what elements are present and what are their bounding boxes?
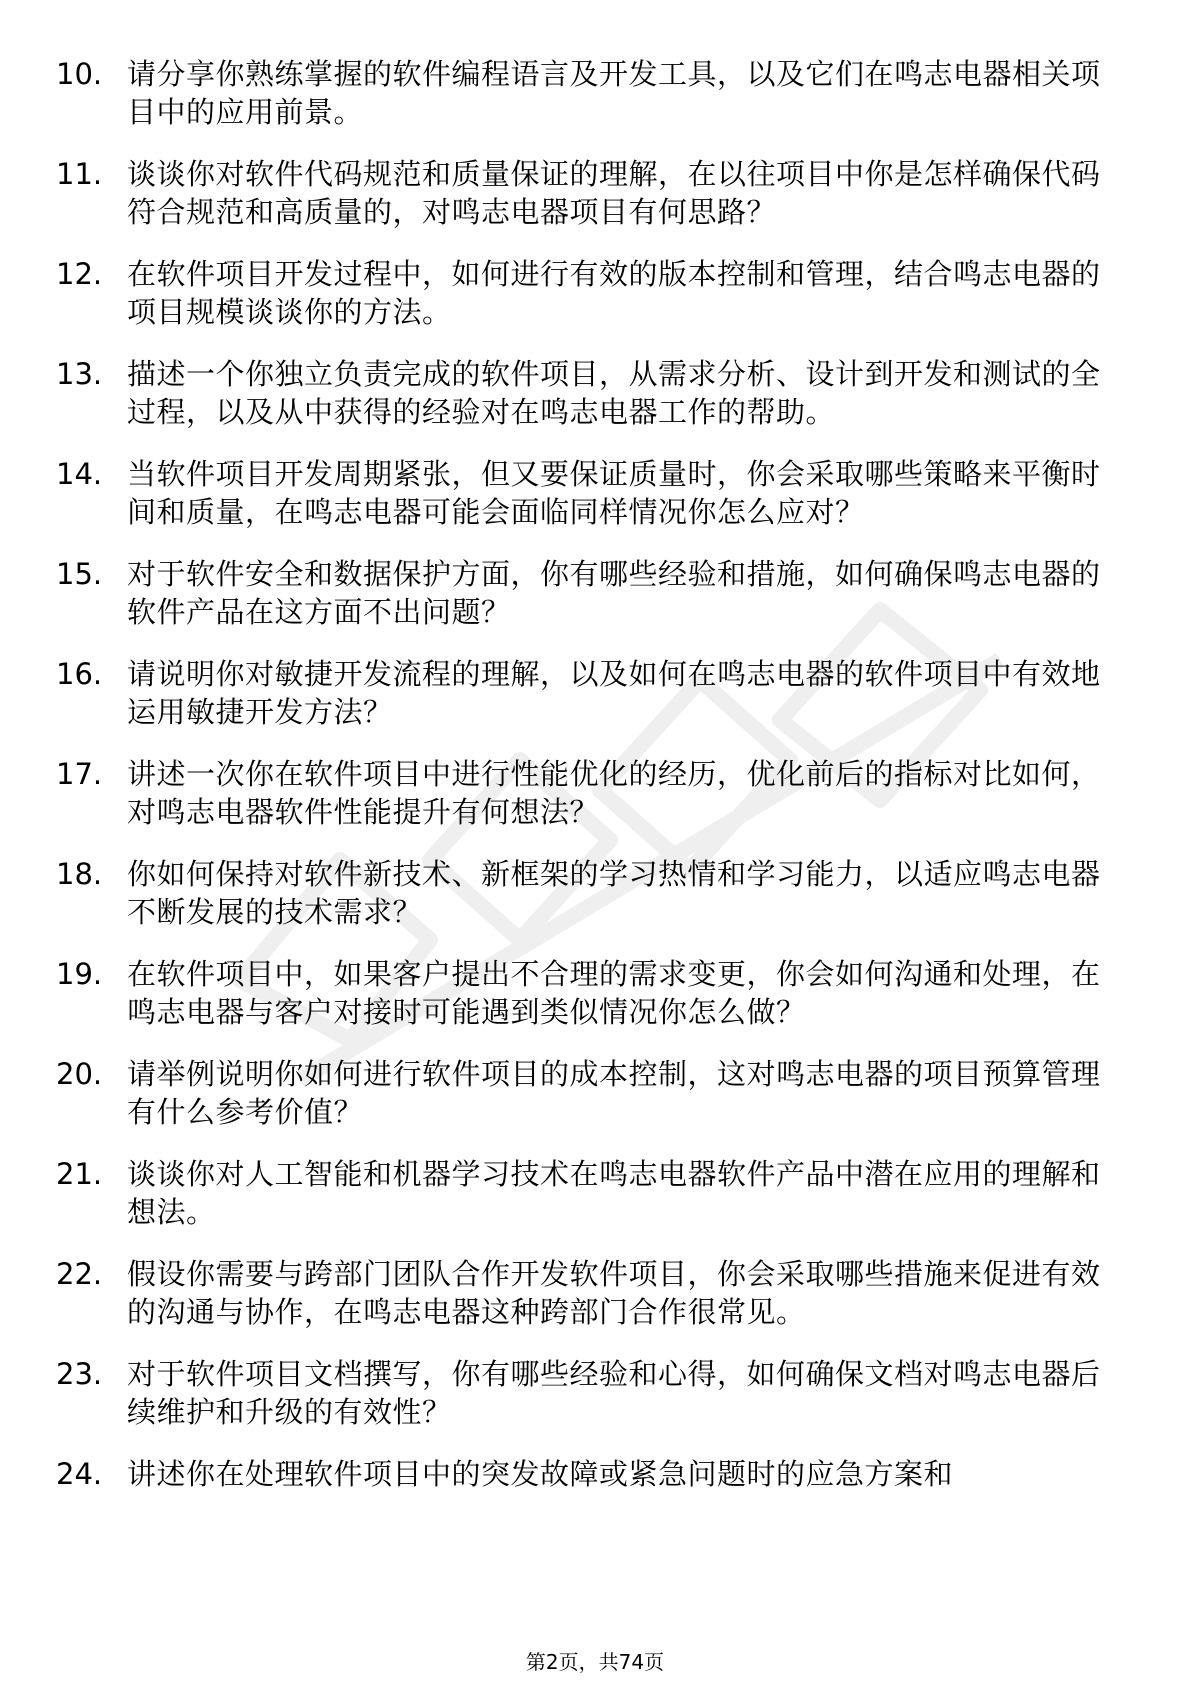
- question-number: 23.: [56, 1357, 103, 1391]
- question-text: 讲述一次你在软件项目中进行性能优化的经历，优化前后的指标对比如何，对鸣志电器软件性能提升有何想法？: [127, 757, 1101, 829]
- question-text: 请举例说明你如何进行软件项目的成本控制，这对鸣志电器的项目预算管理有什么参考价值？: [127, 1057, 1101, 1129]
- question-number: 15.: [56, 557, 103, 591]
- question-text: 当软件项目开发周期紧张，但又要保证质量时，你会采取哪些策略来平衡时间和质量，在鸣志电器可能会面临同样情况你怎么应对？: [127, 457, 1101, 529]
- page-footer: [0, 1650, 1190, 1674]
- question-item: [0, 455, 1190, 531]
- question-number: 11.: [56, 157, 103, 191]
- question-list: [0, 55, 1190, 1517]
- question-item: [0, 1155, 1190, 1231]
- question-number: 17.: [56, 757, 103, 791]
- question-text: 对于软件项目文档撰写，你有哪些经验和心得，如何确保文档对鸣志电器后续维护和升级的有效性？: [127, 1357, 1101, 1429]
- question-item: [0, 1355, 1190, 1431]
- question-text: 请说明你对敏捷开发流程的理解，以及如何在鸣志电器的软件项目中有效地运用敏捷开发方法？: [127, 657, 1101, 729]
- question-text: 假设你需要与跨部门团队合作开发软件项目，你会采取哪些措施来促进有效的沟通与协作，在鸣志电器这种跨部门合作很常见。: [127, 1257, 1101, 1329]
- question-number: 14.: [56, 457, 103, 491]
- question-item: [0, 155, 1190, 231]
- question-text: 在软件项目中，如果客户提出不合理的需求变更，你会如何沟通和处理，在鸣志电器与客户对接时可能遇到类似情况你怎么做？: [127, 957, 1101, 1029]
- question-text: 谈谈你对软件代码规范和质量保证的理解，在以往项目中你是怎样确保代码符合规范和高质量的，对鸣志电器项目有何思路？: [127, 157, 1101, 229]
- question-item: [0, 555, 1190, 631]
- question-text: 谈谈你对人工智能和机器学习技术在鸣志电器软件产品中潜在应用的理解和想法。: [127, 1157, 1101, 1229]
- question-item: [0, 1455, 1190, 1493]
- question-number: 18.: [56, 857, 103, 891]
- question-item: [0, 855, 1190, 931]
- question-text: 对于软件安全和数据保护方面，你有哪些经验和措施，如何确保鸣志电器的软件产品在这方面不出问题？: [127, 557, 1101, 629]
- question-item: [0, 255, 1190, 331]
- question-text: 你如何保持对软件新技术、新框架的学习热情和学习能力，以适应鸣志电器不断发展的技术需求？: [127, 857, 1101, 929]
- question-text: 讲述你在处理软件项目中的突发故障或紧急问题时的应急方案和: [127, 1457, 954, 1491]
- question-item: [0, 355, 1190, 431]
- question-number: 21.: [56, 1157, 103, 1191]
- question-item: [0, 955, 1190, 1031]
- question-number: 16.: [56, 657, 103, 691]
- question-number: 13.: [56, 357, 103, 391]
- question-item: [0, 755, 1190, 831]
- question-number: 22.: [56, 1257, 103, 1291]
- question-item: [0, 655, 1190, 731]
- question-item: [0, 1255, 1190, 1331]
- question-number: 10.: [56, 57, 103, 91]
- question-text: 请分享你熟练掌握的软件编程语言及开发工具，以及它们在鸣志电器相关项目中的应用前景。: [127, 57, 1101, 129]
- question-item: [0, 55, 1190, 131]
- question-number: 12.: [56, 257, 103, 291]
- question-text: 在软件项目开发过程中，如何进行有效的版本控制和管理，结合鸣志电器的项目规模谈谈你的方法。: [127, 257, 1101, 329]
- question-number: 24.: [56, 1457, 103, 1491]
- question-item: [0, 1055, 1190, 1131]
- question-number: 19.: [56, 957, 103, 991]
- question-text: 描述一个你独立负责完成的软件项目，从需求分析、设计到开发和测试的全过程，以及从中获得的经验对在鸣志电器工作的帮助。: [127, 357, 1101, 429]
- question-number: 20.: [56, 1057, 103, 1091]
- page-number-label: 第2页，共74页: [525, 1650, 665, 1674]
